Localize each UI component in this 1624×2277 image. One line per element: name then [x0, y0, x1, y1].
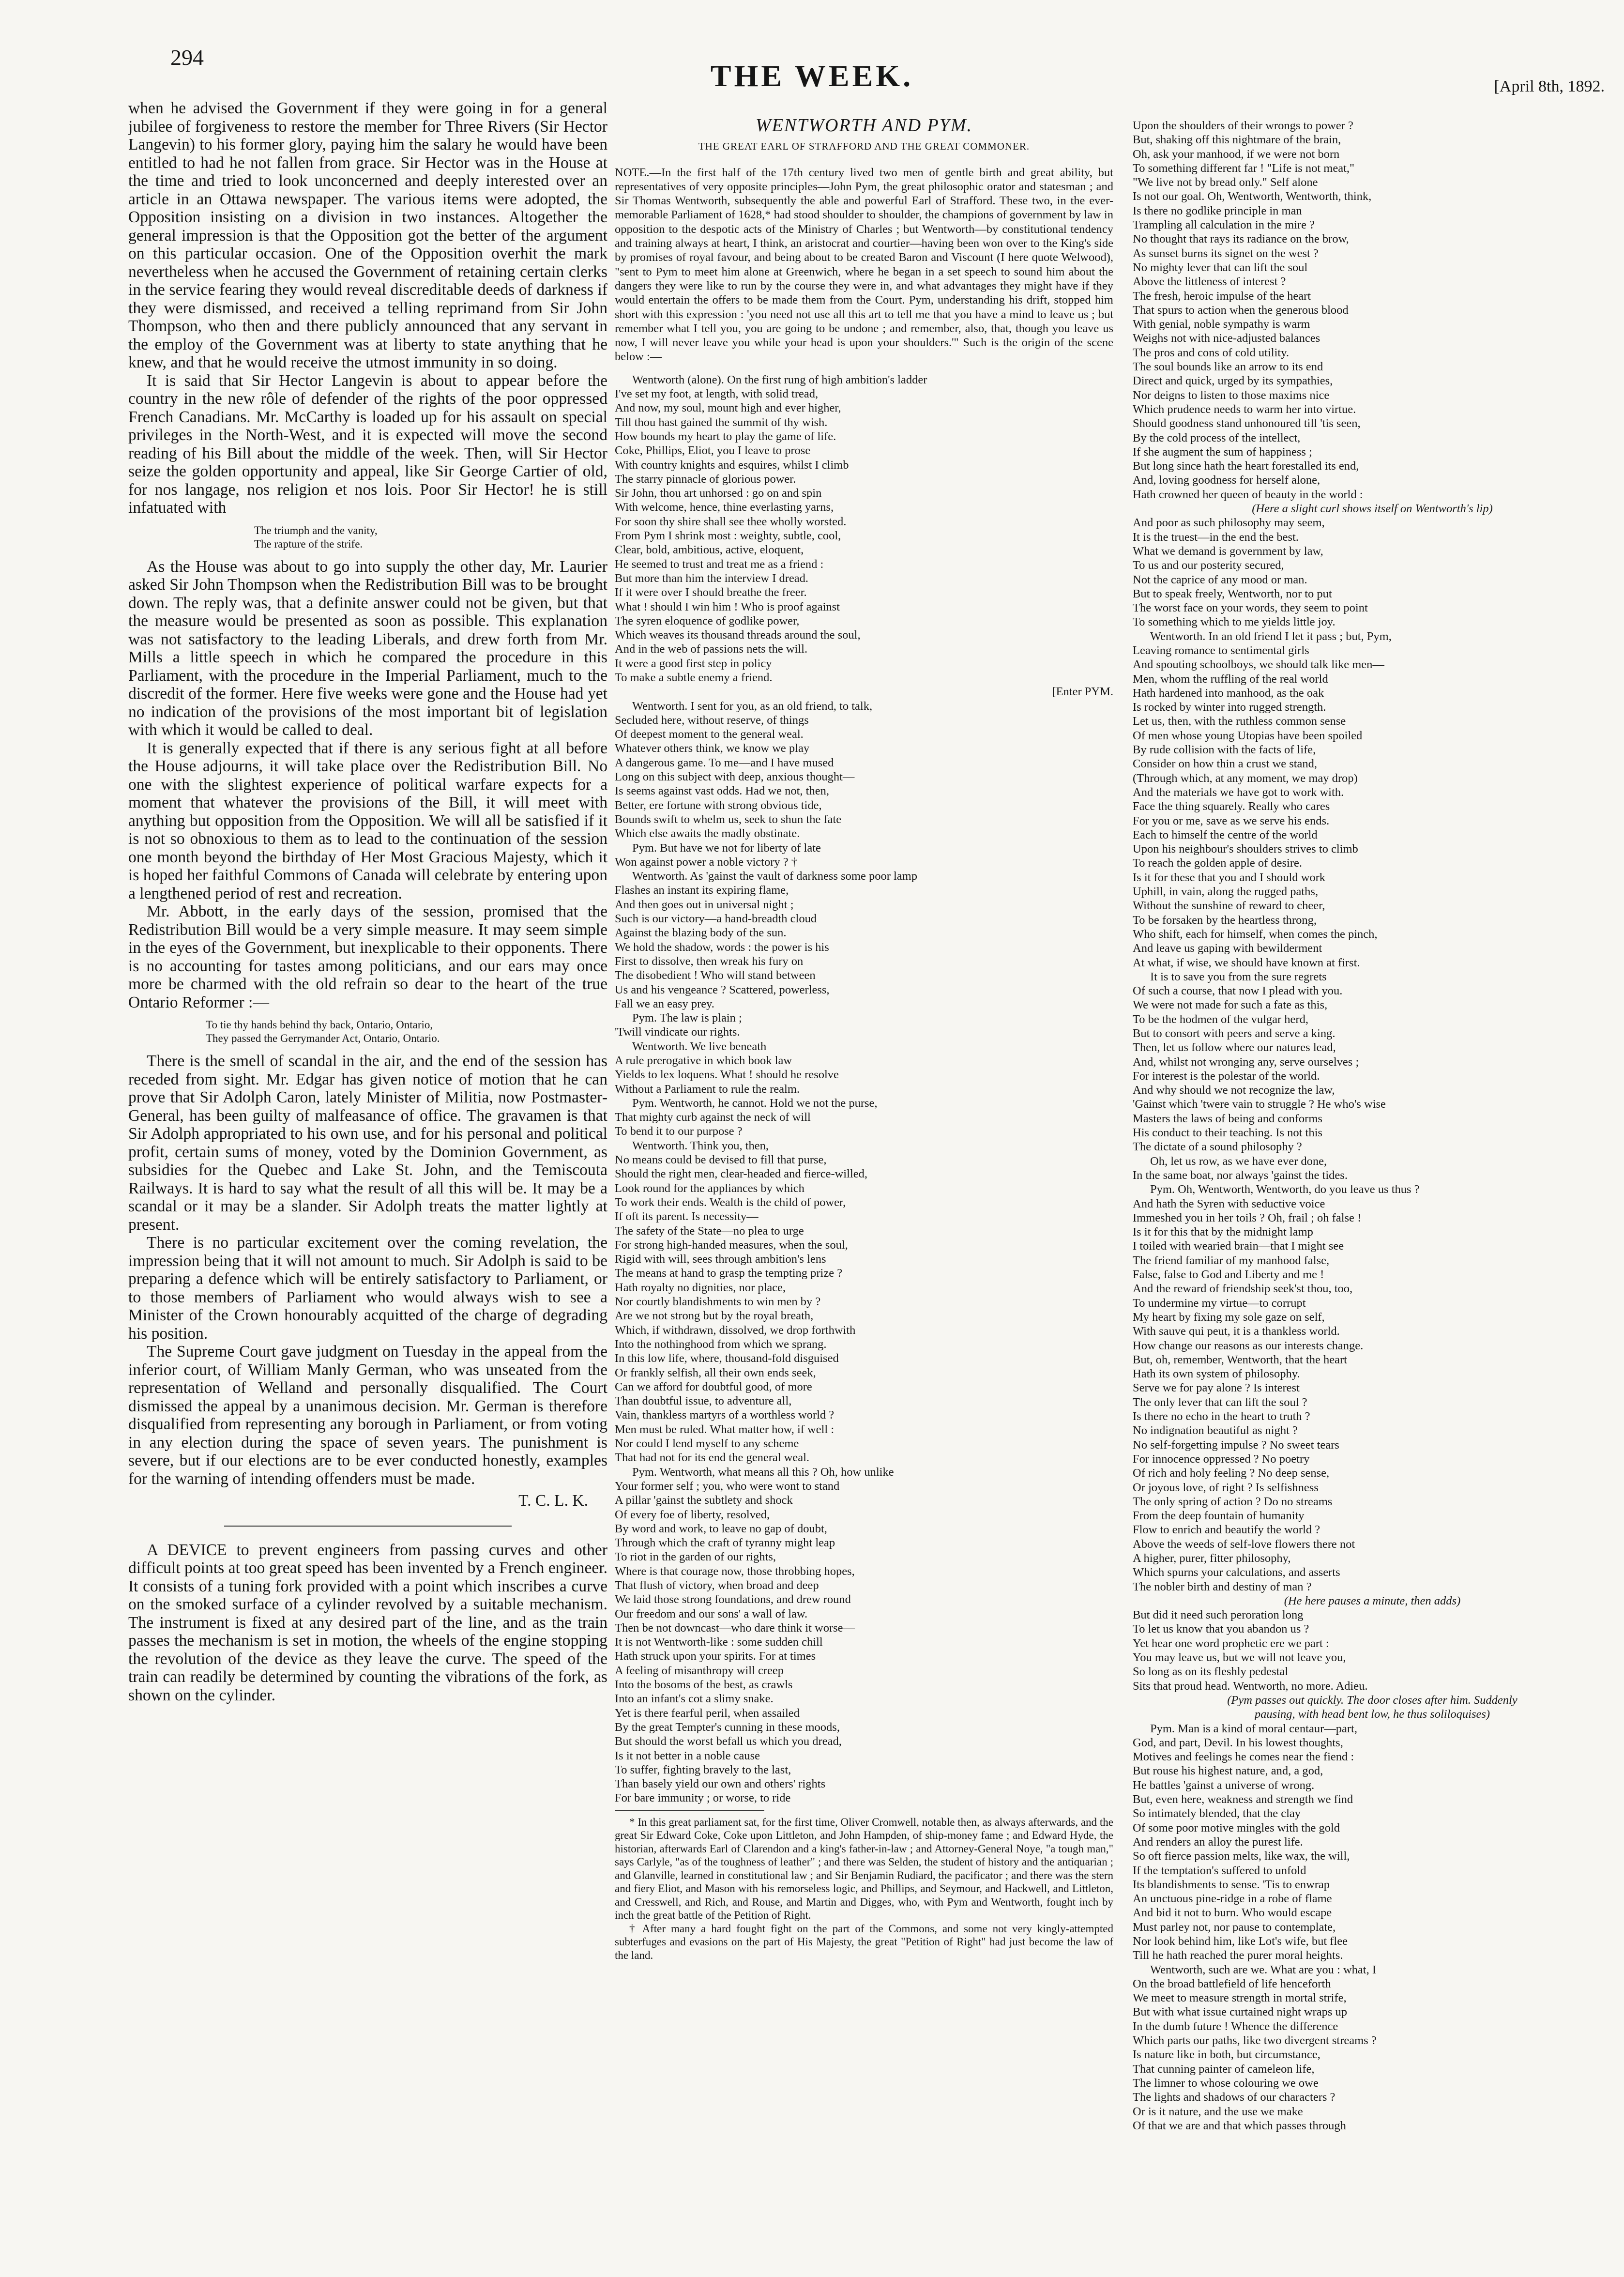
verse-line: The safety of the State—no plea to urge	[615, 1224, 804, 1238]
verse-line: Nor courtly blandishments to win men by ?	[615, 1295, 821, 1309]
verse-line: Its blandishments to sense. 'Tis to enwrap	[1133, 1878, 1330, 1891]
verse-line: By rude collision with the facts of life,	[1133, 743, 1316, 757]
stage-direction: pausing, with head bent low, he thus soliloquises)	[1254, 1708, 1490, 1721]
verse-line: And renders an alloy the purest life.	[1133, 1835, 1303, 1849]
verse-line: Oh, ask your manhood, if we were not born	[1133, 147, 1340, 161]
verse-line: Look round for the appliances by which	[615, 1181, 804, 1195]
verse-line: For soon thy shire shall see thee wholly worsted.	[615, 515, 847, 528]
verse-line: With genial, noble sympathy is warm	[1133, 318, 1310, 331]
issue-date: [April 8th, 1892.	[1494, 77, 1605, 95]
verse-line: In the same boat, nor always 'gainst the tides.	[1133, 1168, 1348, 1182]
verse-line: Nor deigns to listen to those maxims nice	[1133, 388, 1330, 402]
verse-line: If oft its parent. Is necessity—	[615, 1210, 759, 1223]
verse-line: No means could be devised to fill that purse,	[615, 1153, 827, 1167]
column-middle	[615, 119, 1113, 2259]
paragraph: Mr. Abbott, in the early days of the session, promised that the Redistribution Bill would be a very simple measure. It may seem simple in the eyes of the Government, but inexplicable to their opponents. There is no accounting for tastes among politicians, and our ears may once more be charmed with the old refrain so dear to the heart of the true Ontario Reformer :—	[128, 902, 607, 1011]
verse-line: To be the hodmen of the vulgar herd,	[1133, 1012, 1308, 1026]
article-subtitle: THE GREAT EARL OF STRAFFORD AND THE GREAT COMMONER.	[698, 140, 1030, 153]
verse-line: Not the caprice of any mood or man.	[1133, 573, 1307, 586]
verse-line: (Through which, at any moment, we may drop)	[1133, 771, 1358, 785]
verse-line: With country knights and esquires, whilst I climb	[615, 458, 849, 472]
verse-line: Or joyous love, of right ? Is selfishness	[1133, 1481, 1319, 1494]
verse-line: The triumph and the vanity,	[254, 524, 378, 536]
verse-line: Should goodness stand unhonoured till 'tis seen,	[1133, 417, 1361, 430]
verse-line: An unctuous pine-ridge in a robe of flame	[1133, 1892, 1332, 1906]
verse-line: We laid those strong foundations, and drew round	[615, 1593, 851, 1606]
verse-line: Our freedom and our sons' a wall of law.	[615, 1607, 808, 1620]
verse-line: First to dissolve, then wreak his fury on	[615, 954, 804, 968]
verse-line: Is there no echo in the heart to truth ?	[1133, 1410, 1310, 1423]
verse-line: And then goes out in universal night ;	[615, 898, 794, 911]
verse-line: Which parts our paths, like two divergent streams ?	[1133, 2034, 1377, 2048]
verse-line: From Pym I shrink most : weighty, subtle, cool,	[615, 529, 841, 543]
verse-line: So intimately blended, that the clay	[1133, 1807, 1301, 1820]
article-note: NOTE.—In the first half of the 17th century lived two men of gentle birth and great ability, but representatives of very opposite principles—John Pym, the great philosophic orator and statesman ; and Sir Thomas Wentworth, subsequently the able and powerful Earl of Strafford. These two, in the ever-memorable Parliament of 1628,* had stood shoulder to shoulder, the champions of government by law in opposition to the despotic acts of the Ministry of Charles ; but Wentworth—by constitutional tendency and training always at heart, I think, an aristocrat and courtier—having been won over to the King's side by promises of royal favour, and being about to be created Baron and Viscount (I here quote Welwood), "sent to Pym to meet him alone at Greenwich, where he began in a set speech to sound him about the dangers they were like to run by the course they were in, and what advantages they might have if they would entertain the offers to be made them from the Court. Pym, understanding his drift, stopped him short with this expression : 'you need not use all this art to tell me that you have a mind to leave us ; but remember what I tell you, you are going to be undone ; and remember, also, that, though you leave us now, I will never leave you while your head is upon your shoulders.'" Such is the origin of the scene below :—	[615, 166, 1113, 364]
verse-line: At what, if wise, we should have known at first.	[1133, 956, 1360, 969]
verse-line: Where is that courage now, those throbbing hopes,	[615, 1564, 855, 1578]
verse-line: Us and his vengeance ? Scattered, powerless,	[615, 983, 830, 996]
verse-line: Won against power a noble victory ? †	[615, 855, 797, 869]
verse-line: Of deepest moment to the general weal.	[615, 728, 804, 741]
verse-line: Clear, bold, ambitious, active, eloquent,	[615, 543, 804, 557]
verse-line: Oh, let us row, as we have ever done,	[1150, 1154, 1327, 1168]
verse-line: If she augment the sum of happiness ;	[1133, 445, 1312, 458]
verse-line: Wentworth. I sent for you, as an old friend, to talk,	[632, 699, 873, 713]
verse-line: We were not made for such a fate as this,	[1133, 998, 1328, 1012]
verse-line: Men, whom the ruffling of the real world	[1133, 672, 1328, 686]
verse-line: The worst face on your words, they seem to point	[1133, 601, 1368, 615]
verse-line: And leave us gaping with bewilderment	[1133, 942, 1322, 955]
verse-line: The syren eloquence of godlike power,	[615, 614, 800, 627]
verse-line: We hold the shadow, words : the power is his	[615, 940, 829, 954]
verse-line: Is there no godlike principle in man	[1133, 204, 1302, 217]
verse-line: Can we afford for doubtful good, of more	[615, 1380, 812, 1393]
verse-line: By the great Tempter's cunning in these moods,	[615, 1720, 840, 1734]
verse-line: Without a Parliament to rule the realm.	[615, 1082, 800, 1096]
verse-line: The only lever that can lift the soul ?	[1133, 1395, 1307, 1409]
verse-line: Is it for this that by the midnight lamp	[1133, 1225, 1313, 1239]
verse-line: With sauve qui peut, it is a thankless world.	[1133, 1325, 1340, 1338]
verse-line: To suffer, fighting bravely to the last,	[615, 1763, 791, 1776]
paragraph: As the House was about to go into supply the other day, Mr. Laurier asked Sir John Thompson when the Redistribution Bill was to be brought down. The reply was, that a definite answer could not be given, but that the measure would be presented as soon as possible. This explanation was not satisfactory to the leading Liberals, and drew forth from Mr. Mills a little speech in which he compared the procedure in this Parliament, with the procedure in the Imperial Parliament, much to the discredit of the former. Here five weeks were gone and the House had yet no indication of the provisions of the most important bit of legislation with which it would be called to deal.	[128, 557, 607, 739]
verse-line: What ! should I win him ! Who is proof against	[615, 600, 840, 613]
verse-line: Above the weeds of self-love flowers there not	[1133, 1537, 1355, 1551]
verse-line: Which spurns your calculations, and asserts	[1133, 1566, 1340, 1579]
verse-line: But, oh, remember, Wentworth, that the heart	[1133, 1353, 1347, 1366]
verse-line: But rouse his highest nature, and, a god,	[1133, 1764, 1323, 1778]
verse-line: Who shift, each for himself, when comes the pinch,	[1133, 927, 1378, 941]
verse-line: Pym. But have we not for liberty of late	[632, 841, 821, 855]
verse-line: You may leave us, but we will not leave you,	[1133, 1651, 1346, 1665]
verse-line: A rule prerogative in which book law	[615, 1054, 792, 1067]
verse-line: But with what issue curtained night wraps up	[1133, 2005, 1347, 2019]
paragraph: It is generally expected that if there is any serious fight at all before the House adjourns, it will take place over the Redistribution Bill. No one with the slightest experience of political warfare expects for a moment that whatever the provisions of the Bill, it will meet with anything but opposition from the Opposition. We will all be satisfied if it is not so obnoxious to them as to lead to the continuation of the session one month beyond the birthday of Her Most Gracious Majesty, which it is hoped her faithful Commons of Canada will celebrate by entering upon a lengthened period of rest and recreation.	[128, 739, 607, 902]
verse-line: In the dumb future ! Whence the difference	[1133, 2019, 1338, 2033]
verse-line: The nobler birth and destiny of man ?	[1133, 1580, 1312, 1593]
verse-line: Of every foe of liberty, resolved,	[615, 1508, 770, 1521]
verse-line: It were a good first step in policy	[615, 657, 772, 670]
verse-line: A feeling of misanthropy will creep	[615, 1664, 784, 1677]
verse-line: God, and part, Devil. In his lowest thoughts,	[1133, 1736, 1343, 1749]
verse-line: Yet hear one word prophetic ere we part :	[1133, 1636, 1329, 1650]
verse-line: Of that we are and that which passes through	[1133, 2119, 1346, 2132]
verse-line: Hath struck upon your spirits. For at times	[615, 1650, 816, 1663]
verse-line: And poor as such philosophy may seem,	[1133, 516, 1325, 530]
verse-line: To something different far ! "Life is not meat,"	[1133, 161, 1355, 175]
verse-line: Of such a course, that now I plead with you.	[1133, 984, 1343, 998]
verse-line: Flow to enrich and beautify the world ?	[1133, 1523, 1320, 1537]
verse-line: And the materials we have got to work with.	[1133, 785, 1344, 799]
verse-line: Yet is there fearful peril, when assailed	[615, 1706, 800, 1720]
verse-line: If it were over I should breathe the freer.	[615, 586, 807, 599]
verse-line: And hath the Syren with seductive voice	[1133, 1197, 1325, 1210]
verse-line: Wentworth. Think you, then,	[632, 1139, 769, 1152]
verse-line: So long as on its fleshly pedestal	[1133, 1665, 1289, 1679]
verse-line: But to speak freely, Wentworth, nor to put	[1133, 587, 1332, 600]
verse-line: And bid it not to burn. Who would escape	[1133, 1906, 1332, 1920]
verse-line: Secluded here, without reserve, of things	[615, 713, 809, 727]
verse-line: And in the web of passions nets the will.	[615, 642, 808, 656]
verse-line: As sunset burns its signet on the west ?	[1133, 246, 1319, 260]
verse-line: Through which the craft of tyranny might leap	[615, 1536, 835, 1550]
page-number: 294	[170, 45, 204, 70]
verse-line: How bounds my heart to play the game of life.	[615, 429, 836, 443]
verse-line: Is it for these that you and I should work	[1133, 871, 1326, 884]
verse-line: The rapture of the strife.	[254, 537, 363, 550]
verse-line: 'Twill vindicate our rights.	[615, 1025, 740, 1039]
verse-line: Long on this subject with deep, anxious thought—	[615, 770, 855, 784]
verse-line: And the reward of friendship seek'st thou, too,	[1133, 1282, 1353, 1296]
verse-quote	[128, 524, 607, 551]
verse-line: For you or me, save as we serve his ends.	[1133, 814, 1330, 827]
verse-line: My heart by fixing my sole gaze on self,	[1133, 1310, 1325, 1324]
verse-line: To riot in the garden of our rights,	[615, 1550, 776, 1564]
verse-line: Masters the laws of being and conforms	[1133, 1112, 1322, 1125]
verse-line: Pym. Wentworth, what means all this ? Oh, how unlike	[632, 1465, 894, 1479]
verse-line: Pym. Wentworth, he cannot. Hold we not the purse,	[632, 1096, 878, 1110]
verse-line: Face the thing squarely. Really who cares	[1133, 800, 1330, 813]
verse-line: Pym. Oh, Wentworth, Wentworth, do you leave us thus ?	[1150, 1183, 1420, 1196]
stage-direction: (Here a slight curl shows itself on Wentworth's lip)	[1252, 502, 1493, 516]
verse-line: His conduct to their teaching. Is not this	[1133, 1126, 1322, 1140]
verse-quote	[128, 1018, 607, 1045]
verse-line: He seemed to trust and treat me as a friend :	[615, 557, 824, 571]
signature: T. C. L. K.	[518, 1492, 588, 1510]
verse-line: But more than him the interview I dread.	[615, 571, 809, 585]
verse-line: For strong high-handed measures, when the soul,	[615, 1238, 848, 1252]
verse-line: The disobedient ! Who will stand between	[615, 969, 816, 982]
verse-line: Or is it nature, and the use we make	[1133, 2105, 1303, 2118]
verse-line: Into an infant's cot a slimy snake.	[615, 1692, 774, 1706]
verse-line: The friend familiar of my manhood false,	[1133, 1253, 1330, 1267]
column-right	[1133, 119, 1612, 2259]
verse-line: Wentworth, such are we. What are you : what, I	[1150, 1963, 1376, 1976]
article-title: WENTWORTH AND PYM.	[755, 119, 973, 136]
verse-line: And, whilst not wronging any, serve ourselves ;	[1133, 1055, 1359, 1069]
verse-line: And spouting schoolboys, we should talk like men—	[1133, 658, 1384, 672]
verse-line: For bare immunity ; or worse, to ride	[615, 1791, 791, 1805]
verse-line: A pillar 'gainst the subtlety and shock	[615, 1494, 793, 1507]
verse-line: On the broad battlefield of life henceforth	[1133, 1977, 1331, 1990]
divider	[224, 1526, 512, 1527]
verse-line: A higher, purer, fitter philosophy,	[1133, 1551, 1291, 1565]
verse-line: No self-forgetting impulse ? No sweet tears	[1133, 1438, 1339, 1452]
verse-line: To something which to me yields little joy.	[1133, 615, 1336, 629]
verse-line: The starry pinnacle of glorious power.	[615, 472, 796, 486]
poem-lines	[615, 373, 1113, 1805]
verse-line: That had not for its end the general weal.	[615, 1451, 810, 1465]
footnote: * In this great parliament sat, for the first time, Oliver Cromwell, notable then, as always afterwards, and the great Sir Edward Coke, Coke upon Littleton, and John Hampden, of ship-money fame ; and Edward Hyde, the historian, afterwards Earl of Clarendon and a king's father-in-law ; and Attorney-General Noye, "a tough man," says Carlyle, "as of the toughness of leather" ; and there was Selden, the student of history and the antiquarian ; and Glanville, learned in constitutional law ; and Sir Benjamin Rudiard, the pacificator ; and there was the stern and fiery Eliot, and Mason with his remorseless logic, and Phillips, and Seymour, and Hackwell, and Littleton, and Cresswell, and Rich, and Rouse, and Martin and Digges, who, with Pym and Wentworth, fought inch by inch the great battle of the Petition of Right.	[615, 1816, 1113, 1922]
verse-line: Into the nothinghood from which we sprang.	[615, 1337, 827, 1351]
verse-line: But did it need such peroration long	[1133, 1608, 1304, 1622]
verse-line: Is it not better in a noble cause	[615, 1749, 760, 1762]
verse-line: The lights and shadows of our characters ?	[1133, 2091, 1336, 2104]
verse-line: Nor look behind him, like Lot's wife, but flee	[1133, 1935, 1348, 1948]
verse-line: The fresh, heroic impulse of the heart	[1133, 289, 1311, 303]
verse-line: Better, ere fortune with strong obvious tide,	[615, 798, 822, 812]
verse-line: The means at hand to grasp the tempting prize ?	[615, 1267, 843, 1280]
verse-line: Hath crowned her queen of beauty in the world :	[1133, 488, 1363, 501]
verse-line: Than basely yield our own and others' rights	[615, 1777, 826, 1791]
spacer	[615, 366, 1113, 373]
verse-line: Wentworth. We live beneath	[632, 1039, 767, 1053]
verse-line: To let us know that you abandon us ?	[1133, 1622, 1309, 1636]
verse-line: And now, my soul, mount high and ever higher,	[615, 401, 841, 415]
verse-line: It is not Wentworth-like : some sudden chill	[615, 1635, 823, 1649]
verse-line: No thought that rays its radiance on the brow,	[1133, 232, 1349, 246]
verse-line: Of rich and holy feeling ? No deep sense,	[1133, 1467, 1330, 1480]
verse-line: Serve we for pay alone ? Is interest	[1133, 1381, 1300, 1395]
verse-line: Is not our goal. Oh, Wentworth, Wentworth, think,	[1133, 190, 1372, 203]
verse-line: To reach the golden apple of desire.	[1133, 856, 1302, 870]
verse-line: That cunning painter of cameleon life,	[1133, 2062, 1315, 2076]
verse-line: Let us, then, with the ruthless common sense	[1133, 715, 1346, 728]
poem-lines	[1133, 119, 1612, 2133]
verse-line: Of some poor motive mingles with the gold	[1133, 1821, 1340, 1834]
verse-line: Fall we an easy prey.	[615, 997, 714, 1010]
paragraph: A DEVICE to prevent engineers from passing curves and other difficult points at too great speed has been invented by a French engineer. It consists of a tuning fork provided with a point which inscribes a curve on the smoked surface of a cylinder revolved by a suitable mechanism. The instrument is fixed at any desired part of the line, and as the train passes the mechanism is set in motion, the wheels of the engine stopping the revolution of the device as they leave the curve. The speed of the train can readily be determined by counting the vibrations of the fork, as shown on the cylinder.	[128, 1541, 607, 1704]
verse-line: Flashes an instant its expiring flame,	[615, 884, 789, 897]
verse-line: Wentworth. As 'gainst the vault of darkness some poor lamp	[632, 870, 917, 883]
verse-line: 'Gainst which 'twere vain to struggle ? He who's wise	[1133, 1098, 1386, 1111]
verse-line: Each to himself the centre of the world	[1133, 828, 1318, 841]
verse-line: But should the worst befall us which you dread,	[615, 1735, 842, 1748]
verse-line: With welcome, hence, thine everlasting yarns,	[615, 501, 834, 514]
verse-line: Above the littleness of interest ?	[1133, 275, 1286, 289]
verse-line: Upon his neighbour's shoulders strives to climb	[1133, 842, 1358, 856]
verse-line: To make a subtle enemy a friend.	[615, 671, 773, 684]
verse-line: Hath hardened into manhood, as the oak	[1133, 686, 1324, 700]
verse-line: We meet to measure strength in mortal strife,	[1133, 1991, 1347, 2005]
verse-line: Coke, Phillips, Eliot, you I leave to prose	[615, 444, 811, 458]
verse-line: Bounds swift to whelm us, seek to shun the fate	[615, 812, 842, 826]
paragraph: There is the smell of scandal in the air, and the end of the session has receded from sight. Mr. Edgar has given notice of motion that he can prove that Sir Adolph Caron, lately Minister of Militia, now Postmaster-General, has been guilty of malfeasance of office. The gravamen is that Sir Adolph appropriated to his own use, and for his personal and political profit, certain sums of money, voted by the Dominion Government, as subsidies for the Quebec and Lake St. John, and the Temiscouta Railways. It is hard to say what the result of all this will be. It may be a scandal or it may be a slander. Sir Adolph treats the matter lightly at present.	[128, 1052, 607, 1234]
verse-line: Consider on how thin a crust we stand,	[1133, 757, 1318, 771]
verse-line: "We live not by bread only." Self alone	[1133, 176, 1318, 189]
verse-line: Which else awaits the madly obstinate.	[615, 827, 800, 841]
verse-line: In this low life, where, thousand-fold disguised	[615, 1352, 839, 1365]
verse-line: By the cold process of the intellect,	[1133, 431, 1301, 444]
verse-line: By word and work, to leave no gap of doubt,	[615, 1522, 827, 1535]
paragraph: It is said that Sir Hector Langevin is about to appear before the country in the new rôle of defender of the rights of the poor oppressed French Canadians. Mr. McCarthy is loaded up for his assault on special privileges in the North-West, and it is expected will move the second reading of his Bill about the middle of the week. Then, will Sir Hector seize the golden opportunity and appeal, like Sir George Cartier of old, for nos langage, nos religion et nos lois. Poor Sir Hector! he is still infatuated with	[128, 371, 607, 517]
masthead: THE WEEK.	[710, 59, 914, 93]
paragraph: The Supreme Court gave judgment on Tuesday in the appeal from the inferior court, of William Manly German, who was unseated from the representation of Welland and personally disqualified. The Court dismissed the appeal by a unanimous decision. Mr. German is therefore disqualified from representing any borough in Parliament, or from voting in any election during the space of seven years. The punishment is severe, but if our elections are to be ever conducted honestly, examples for the warning of intending offenders must be made.	[128, 1343, 607, 1488]
verse-line: Sits that proud head. Wentworth, no more. Adieu.	[1133, 1679, 1368, 1693]
verse-line: A dangerous game. To me—and I have mused	[615, 756, 834, 769]
verse-line: From the deep fountain of humanity	[1133, 1509, 1305, 1523]
verse-line: Direct and quick, urged by its sympathies,	[1133, 374, 1333, 388]
column-left	[128, 99, 607, 2259]
verse-line: To tie thy hands behind thy back, Ontario, Ontario,	[206, 1019, 433, 1031]
divider	[615, 1810, 764, 1811]
verse-line: To be forsaken by the heartless throng,	[1133, 913, 1317, 927]
paragraph: There is no particular excitement over the coming revelation, the impression being that it will not amount to much. Sir Adolph is said to be preparing a defence which will be entirely satisfactory to Parliament, or to those members of Parliament who would always wish to see a Minister of the Crown honourably acquitted of the charge of degrading his position.	[128, 1234, 607, 1343]
verse-line: That mighty curb against the neck of will	[615, 1111, 811, 1124]
paragraph: when he advised the Government if they were going in for a general jubilee of forgiveness to restore the member for Three Rivers (Sir Hector Langevin) to his former glory, paying him the salary he would have been entitled to had he not fallen from grace. Sir Hector was in the House at the time and tried to look unconcerned and deeply interested over an article in an Ottawa newspaper. The various items were adopted, the Opposition insisting on a division in two instances. Altogether the general impression is that the Opposition got the better of the argument on this particular occasion. One of the Opposition overhit the mark nevertheless when he accused the Government of retaining certain clerks in the service fearing they would reveal discreditable deeds of darkness if they were dismissed, and received a telling reprimand from Sir John Thompson, who then and there publicly announced that any servant in the employ of the Government was at liberty to state anything that he knew, and that he would receive the utmost immunity in so doing.	[128, 99, 607, 371]
verse-line: And why should we not recognize the law,	[1133, 1084, 1335, 1097]
verse-line: To undermine my virtue—to corrupt	[1133, 1296, 1306, 1310]
footnote: † After many a hard fought fight on the part of the Commons, and some not very kingly-attempted subterfuges and evasions on the part of His Majesty, the great "Petition of Right" had just become the law of the land.	[615, 1922, 1113, 1961]
verse-line: Which weaves its thousand threads around the soul,	[615, 628, 861, 642]
verse-line: To bend it to our purpose ?	[615, 1125, 743, 1138]
verse-line: Into the bosoms of the best, as crawls	[615, 1678, 793, 1692]
verse-line: Trampling all calculation in the mire ?	[1133, 218, 1315, 232]
verse-line: The only spring of action ? Do no streams	[1133, 1495, 1333, 1508]
verse-line: Then, let us follow where our natures lead,	[1133, 1041, 1336, 1054]
verse-line: Such is our victory—a hand-breadth cloud	[615, 912, 817, 926]
verse-line: The soul bounds like an arrow to its end	[1133, 360, 1323, 374]
verse-line: Pym. The law is plain ;	[632, 1011, 742, 1025]
verse-line: Which prudence needs to warm her into virtue.	[1133, 402, 1356, 416]
verse-line: Till he hath reached the purer moral heights.	[1133, 1949, 1343, 1962]
verse-line: No mighty lever that can lift the soul	[1133, 260, 1308, 274]
verse-line: Uphill, in vain, along the rugged paths,	[1133, 885, 1319, 899]
verse-line: Are we not strong but by the royal breath,	[615, 1309, 814, 1323]
verse-line: The dictate of a sound philosophy ?	[1133, 1140, 1302, 1154]
verse-line: Rigid with will, sees through ambition's lens	[615, 1253, 826, 1266]
verse-line: Than doubtful issue, to adventure all,	[615, 1394, 792, 1408]
verse-line: That spurs to action when the generous blood	[1133, 303, 1349, 317]
verse-line: But, even here, weakness and strength we find	[1133, 1793, 1353, 1806]
verse-line: He battles 'gainst a universe of wrong.	[1133, 1778, 1315, 1792]
verse-line: Or frankly selfish, all their own ends seek,	[615, 1366, 816, 1379]
verse-line: Motives and feelings he comes near the fiend :	[1133, 1750, 1354, 1764]
verse-line: Upon the shoulders of their wrongs to power ?	[1133, 119, 1353, 132]
verse-line: Is seems against vast odds. Had we not, then,	[615, 784, 829, 798]
verse-line: Pym. Man is a kind of moral centaur—part,	[1150, 1722, 1357, 1735]
verse-line: Must parley not, nor pause to contemplate,	[1133, 1920, 1336, 1934]
verse-line: Is rocked by winter into rugged strength.	[1133, 701, 1326, 714]
verse-line: But to consort with peers and serve a king.	[1133, 1027, 1336, 1040]
verse-line: It is the truest—in the end the best.	[1133, 530, 1299, 544]
verse-line: Against the blazing body of the sun.	[615, 926, 787, 940]
verse-line: If the temptation's suffered to unfold	[1133, 1864, 1306, 1877]
verse-line: And, loving goodness for herself alone,	[1133, 474, 1320, 487]
verse-line: To work their ends. Wealth is the child of power,	[615, 1195, 846, 1209]
verse-line: Wentworth (alone). On the first rung of high ambition's ladder	[632, 373, 927, 386]
verse-line: The pros and cons of cold utility.	[1133, 346, 1289, 359]
verse-line: They passed the Gerrymander Act, Ontario, Ontario.	[206, 1032, 440, 1044]
verse-line: Nor could I lend myself to any scheme	[615, 1437, 799, 1451]
verse-line: Whatever others think, we know we play	[615, 742, 810, 755]
verse-line: The limner to whose colouring we owe	[1133, 2076, 1319, 2090]
verse-line: Without the sunshine of reward to cheer,	[1133, 899, 1325, 913]
verse-line: Which, if withdrawn, dissolved, we drop forthwith	[615, 1323, 856, 1337]
verse-line: Is nature like in both, but circumstance,	[1133, 2048, 1320, 2062]
stage-entry: [Enter PYM.	[1052, 685, 1113, 699]
verse-line: But long since hath the heart forestalled its end,	[1133, 459, 1359, 473]
verse-line: So oft fierce passion melts, like wax, the will,	[1133, 1849, 1350, 1863]
verse-line: Wentworth. In an old friend I let it pass ; but, Pym,	[1150, 629, 1392, 643]
verse-line: Till thou hast gained the summit of thy wish.	[615, 415, 828, 429]
verse-line: Men must be ruled. What matter how, if well :	[615, 1422, 835, 1436]
verse-line: For innocence oppressed ? No poetry	[1133, 1452, 1310, 1466]
verse-line: How change our reasons as our interests change.	[1133, 1339, 1364, 1352]
verse-line: Your former self ; you, who were wont to stand	[615, 1479, 840, 1493]
verse-line: But, shaking off this nightmare of the brain,	[1133, 133, 1341, 147]
verse-line: It is to save you from the sure regrets	[1150, 970, 1327, 983]
verse-line: Vain, thankless martyrs of a worthless world ?	[615, 1408, 835, 1422]
verse-line: Hath royalty no dignities, nor place,	[615, 1281, 786, 1294]
verse-line: Leaving romance to sentimental girls	[1133, 643, 1309, 657]
verse-line: Then be not downcast—who dare think it worse—	[615, 1621, 855, 1635]
verse-line: Immeshed you in her toils ? Oh, frail ; oh false !	[1133, 1211, 1362, 1224]
footnotes	[615, 1816, 1113, 1962]
verse-line: Yields to lex loquens. What ! should he resolve	[615, 1068, 839, 1082]
verse-line: I toiled with wearied brain—that I might see	[1133, 1239, 1344, 1253]
verse-line: To us and our posterity secured,	[1133, 559, 1284, 572]
verse-line: Should the right men, clear-headed and fierce-willed,	[615, 1167, 867, 1181]
verse-line: For interest is the polestar of the world.	[1133, 1069, 1320, 1083]
verse-line: I've set my foot, at length, with solid tread,	[615, 387, 819, 401]
verse-line: What we demand is government by law,	[1133, 544, 1323, 558]
verse-line: Weighs not with nice-adjusted balances	[1133, 332, 1320, 345]
verse-line: No indignation beautiful as night ?	[1133, 1424, 1298, 1437]
verse-line: Of men whose young Utopias have been spoiled	[1133, 729, 1363, 742]
stage-direction: (Pym passes out quickly. The door closes after him. Suddenly	[1227, 1693, 1518, 1707]
verse-line: Sir John, thou art unhorsed : go on and spin	[615, 487, 822, 500]
verse-line: False, false to God and Liberty and me !	[1133, 1268, 1324, 1282]
verse-line: Hath its own system of philosophy.	[1133, 1367, 1300, 1381]
verse-line: That flush of victory, when broad and deep	[615, 1578, 819, 1592]
stage-direction: (He here pauses a minute, then adds)	[1284, 1594, 1461, 1607]
